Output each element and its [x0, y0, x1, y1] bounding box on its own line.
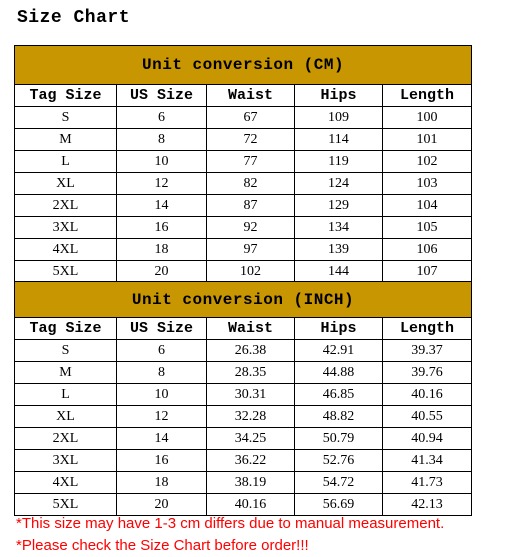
table-row: [15, 450, 472, 472]
table-cell: 8: [117, 129, 207, 151]
column-header-waist: Waist: [207, 318, 295, 340]
table-cell: XL: [15, 406, 117, 428]
table-cell: 12: [117, 406, 207, 428]
table-row: [15, 362, 472, 384]
table-cell: 14: [117, 428, 207, 450]
table-cell: 20: [117, 494, 207, 516]
table-cell: L: [15, 151, 117, 173]
table-cell: 87: [207, 195, 295, 217]
table-cell: 28.35: [207, 362, 295, 384]
table-row: [15, 195, 472, 217]
table-row: [15, 384, 472, 406]
table-cell: 42.13: [383, 494, 472, 516]
table-cell: 5XL: [15, 261, 117, 283]
table-cell: 67: [207, 107, 295, 129]
table-cell: 52.76: [295, 450, 383, 472]
table-cell: 44.88: [295, 362, 383, 384]
table-cell: 101: [383, 129, 472, 151]
table-cell: 129: [295, 195, 383, 217]
table-row: [15, 217, 472, 239]
table-cell: 30.31: [207, 384, 295, 406]
table-cell: 26.38: [207, 340, 295, 362]
table-cell: 38.19: [207, 472, 295, 494]
table-cell: 40.55: [383, 406, 472, 428]
table-cell: 97: [207, 239, 295, 261]
table-cell: 5XL: [15, 494, 117, 516]
table-cell: 4XL: [15, 239, 117, 261]
table-cell: 139: [295, 239, 383, 261]
table-row: [15, 151, 472, 173]
table-cell: M: [15, 362, 117, 384]
table-cell: 6: [117, 107, 207, 129]
column-header-hips: Hips: [295, 318, 383, 340]
table-cell: 82: [207, 173, 295, 195]
table-cell: 20: [117, 261, 207, 283]
table-cell: 36.22: [207, 450, 295, 472]
table-cell: 50.79: [295, 428, 383, 450]
table-cell: 39.76: [383, 362, 472, 384]
table-cell: 32.28: [207, 406, 295, 428]
table-cell: 6: [117, 340, 207, 362]
table-cell: 102: [383, 151, 472, 173]
table-cell: 39.37: [383, 340, 472, 362]
table-cell: M: [15, 129, 117, 151]
table-row: [15, 340, 472, 362]
table-cell: 100: [383, 107, 472, 129]
table-cell: 2XL: [15, 428, 117, 450]
table-cell: 107: [383, 261, 472, 283]
table-row: [15, 107, 472, 129]
table-cell: 48.82: [295, 406, 383, 428]
table-row: [15, 239, 472, 261]
column-header-row: [15, 318, 472, 340]
page-title: Size Chart: [17, 8, 131, 28]
note-measurement: *This size may have 1-3 cm differs due to manual measurement.: [16, 515, 445, 532]
table-row: [15, 261, 472, 283]
table-cell: 105: [383, 217, 472, 239]
table-cell: 3XL: [15, 217, 117, 239]
column-header-tag-size: Tag Size: [15, 85, 117, 107]
table-cell: 18: [117, 239, 207, 261]
table-cell: 114: [295, 129, 383, 151]
table-cell: 56.69: [295, 494, 383, 516]
table-cell: 144: [295, 261, 383, 283]
table-cell: 106: [383, 239, 472, 261]
table-heading-inch: Unit conversion (INCH): [15, 282, 472, 318]
table-cell: 54.72: [295, 472, 383, 494]
table-row: [15, 472, 472, 494]
size-table-cm: [14, 45, 472, 283]
table-cell: 12: [117, 173, 207, 195]
table-cell: S: [15, 340, 117, 362]
table-cell: 124: [295, 173, 383, 195]
table-cell: 104: [383, 195, 472, 217]
table-row: [15, 428, 472, 450]
table-cell: 16: [117, 450, 207, 472]
column-header-hips: Hips: [295, 85, 383, 107]
table-cell: 14: [117, 195, 207, 217]
column-header-us-size: US Size: [117, 85, 207, 107]
table-cell: 102: [207, 261, 295, 283]
column-header-tag-size: Tag Size: [15, 318, 117, 340]
column-header-waist: Waist: [207, 85, 295, 107]
table-cell: 4XL: [15, 472, 117, 494]
notes: [16, 513, 444, 557]
table-cell: 40.16: [383, 384, 472, 406]
table-cell: 40.16: [207, 494, 295, 516]
size-table-inch: [14, 281, 472, 516]
table-cell: 40.94: [383, 428, 472, 450]
table-cell: 46.85: [295, 384, 383, 406]
table-row: [15, 406, 472, 428]
table-cell: L: [15, 384, 117, 406]
column-header-us-size: US Size: [117, 318, 207, 340]
table-cell: 77: [207, 151, 295, 173]
table-cell: 10: [117, 151, 207, 173]
table-cell: 103: [383, 173, 472, 195]
table-cell: 34.25: [207, 428, 295, 450]
table-cell: 8: [117, 362, 207, 384]
table-cell: S: [15, 107, 117, 129]
table-cell: 41.73: [383, 472, 472, 494]
table-cell: 109: [295, 107, 383, 129]
table-cell: 72: [207, 129, 295, 151]
table-cell: 134: [295, 217, 383, 239]
table-cell: 10: [117, 384, 207, 406]
table-cell: 41.34: [383, 450, 472, 472]
table-cell: 2XL: [15, 195, 117, 217]
column-header-row: [15, 85, 472, 107]
note-check-chart: *Please check the Size Chart before order!!!: [16, 537, 309, 554]
table-row: [15, 173, 472, 195]
table-cell: 92: [207, 217, 295, 239]
table-cell: XL: [15, 173, 117, 195]
table-row: [15, 129, 472, 151]
table-cell: 119: [295, 151, 383, 173]
table-cell: 42.91: [295, 340, 383, 362]
table-heading-cm: Unit conversion (CM): [15, 46, 472, 85]
table-cell: 3XL: [15, 450, 117, 472]
column-header-length: Length: [383, 318, 472, 340]
table-cell: 16: [117, 217, 207, 239]
table-cell: 18: [117, 472, 207, 494]
column-header-length: Length: [383, 85, 472, 107]
